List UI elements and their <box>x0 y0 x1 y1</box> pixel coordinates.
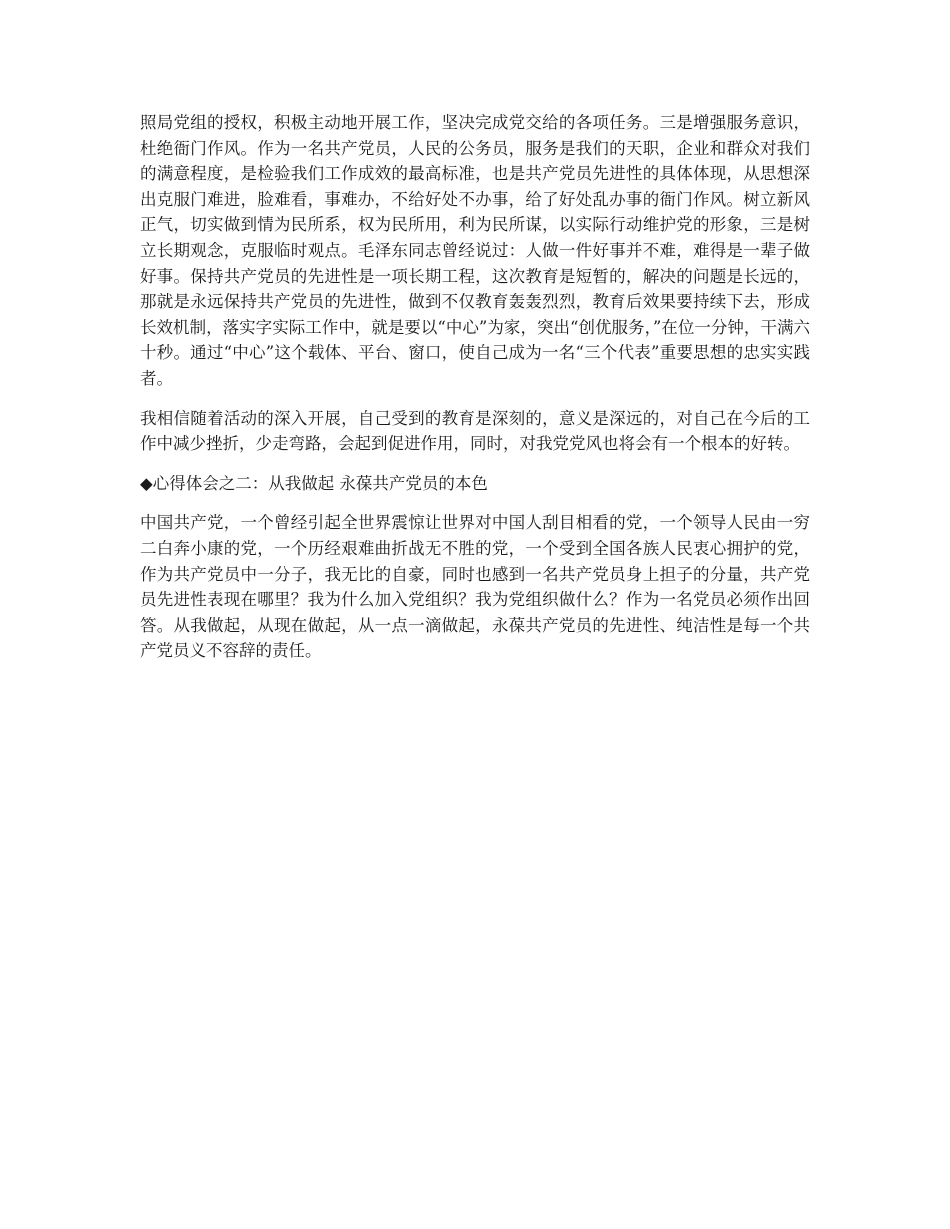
document-body <box>140 110 810 678</box>
paragraph-2: 我相信随着活动的深入开展，自己受到的教育是深刻的，意义是深远的，对自己在今后的工作中减少挫折，少走弯路，会起到促进作用，同时，对我党党风也将会有一个根本的好转。 <box>140 408 810 454</box>
paragraph-1: 照局党组的授权，积极主动地开展工作，坚决完成党交给的各项任务。三是增强服务意识，杜绝衙门作风。作为一名共产党员，人民的公务员，服务是我们的天职，企业和群众对我们的满意程度，是检验我们工作成效的最高标准，也是共产党员先进性的具体体现，从思想深出克服门难进，脸难看，事难办，不给好处不办事，给了好处乱办事的衙门作风。树立新风正气，切实做到情为民所系，权为民所用，利为民所谋，以实际行动维护党的形象，三是树立长期观念，克服临时观点。毛泽东同志曾经说过：人做一件好事并不难，难得是一辈子做好事。保持共产党员的先进性是一项长期工程，这次教育是短暂的，解决的问题是长远的，那就是永远保持共产党员的先进性，做到不仅教育轰轰烈烈，教育后效果要持续下去，形成长效机制，落实字实际工作中，就是要以“中心”为家，突出“创优服务，”在位一分钟，干满六十秒。通过“中心”这个载体、平台、窗口，使自己成为一名“三个代表”重要思想的忠实实践者。 <box>140 113 810 388</box>
paragraph-3: 中国共产党，一个曾经引起全世界震惊让世界对中国人刮目相看的党，一个领导人民由一穷二白奔小康的党，一个历经艰难曲折战无不胜的党，一个受到全国各族人民衷心拥护的党，作为共产党员中一分子，我无比的自豪，同时也感到一名共产党员身上担子的分量，共产党员先进性表现在哪里？我为什么加入党组织？我为党组织做什么？作为一名党员必须作出回答。从我做起，从现在做起，从一点一滴做起，永葆共产党员的先进性、纯洁性是每一个共产党员义不容辞的责任。 <box>140 513 810 661</box>
section-heading: ◆心得体会之二：从我做起 永葆共产党员的本色 <box>140 473 488 493</box>
